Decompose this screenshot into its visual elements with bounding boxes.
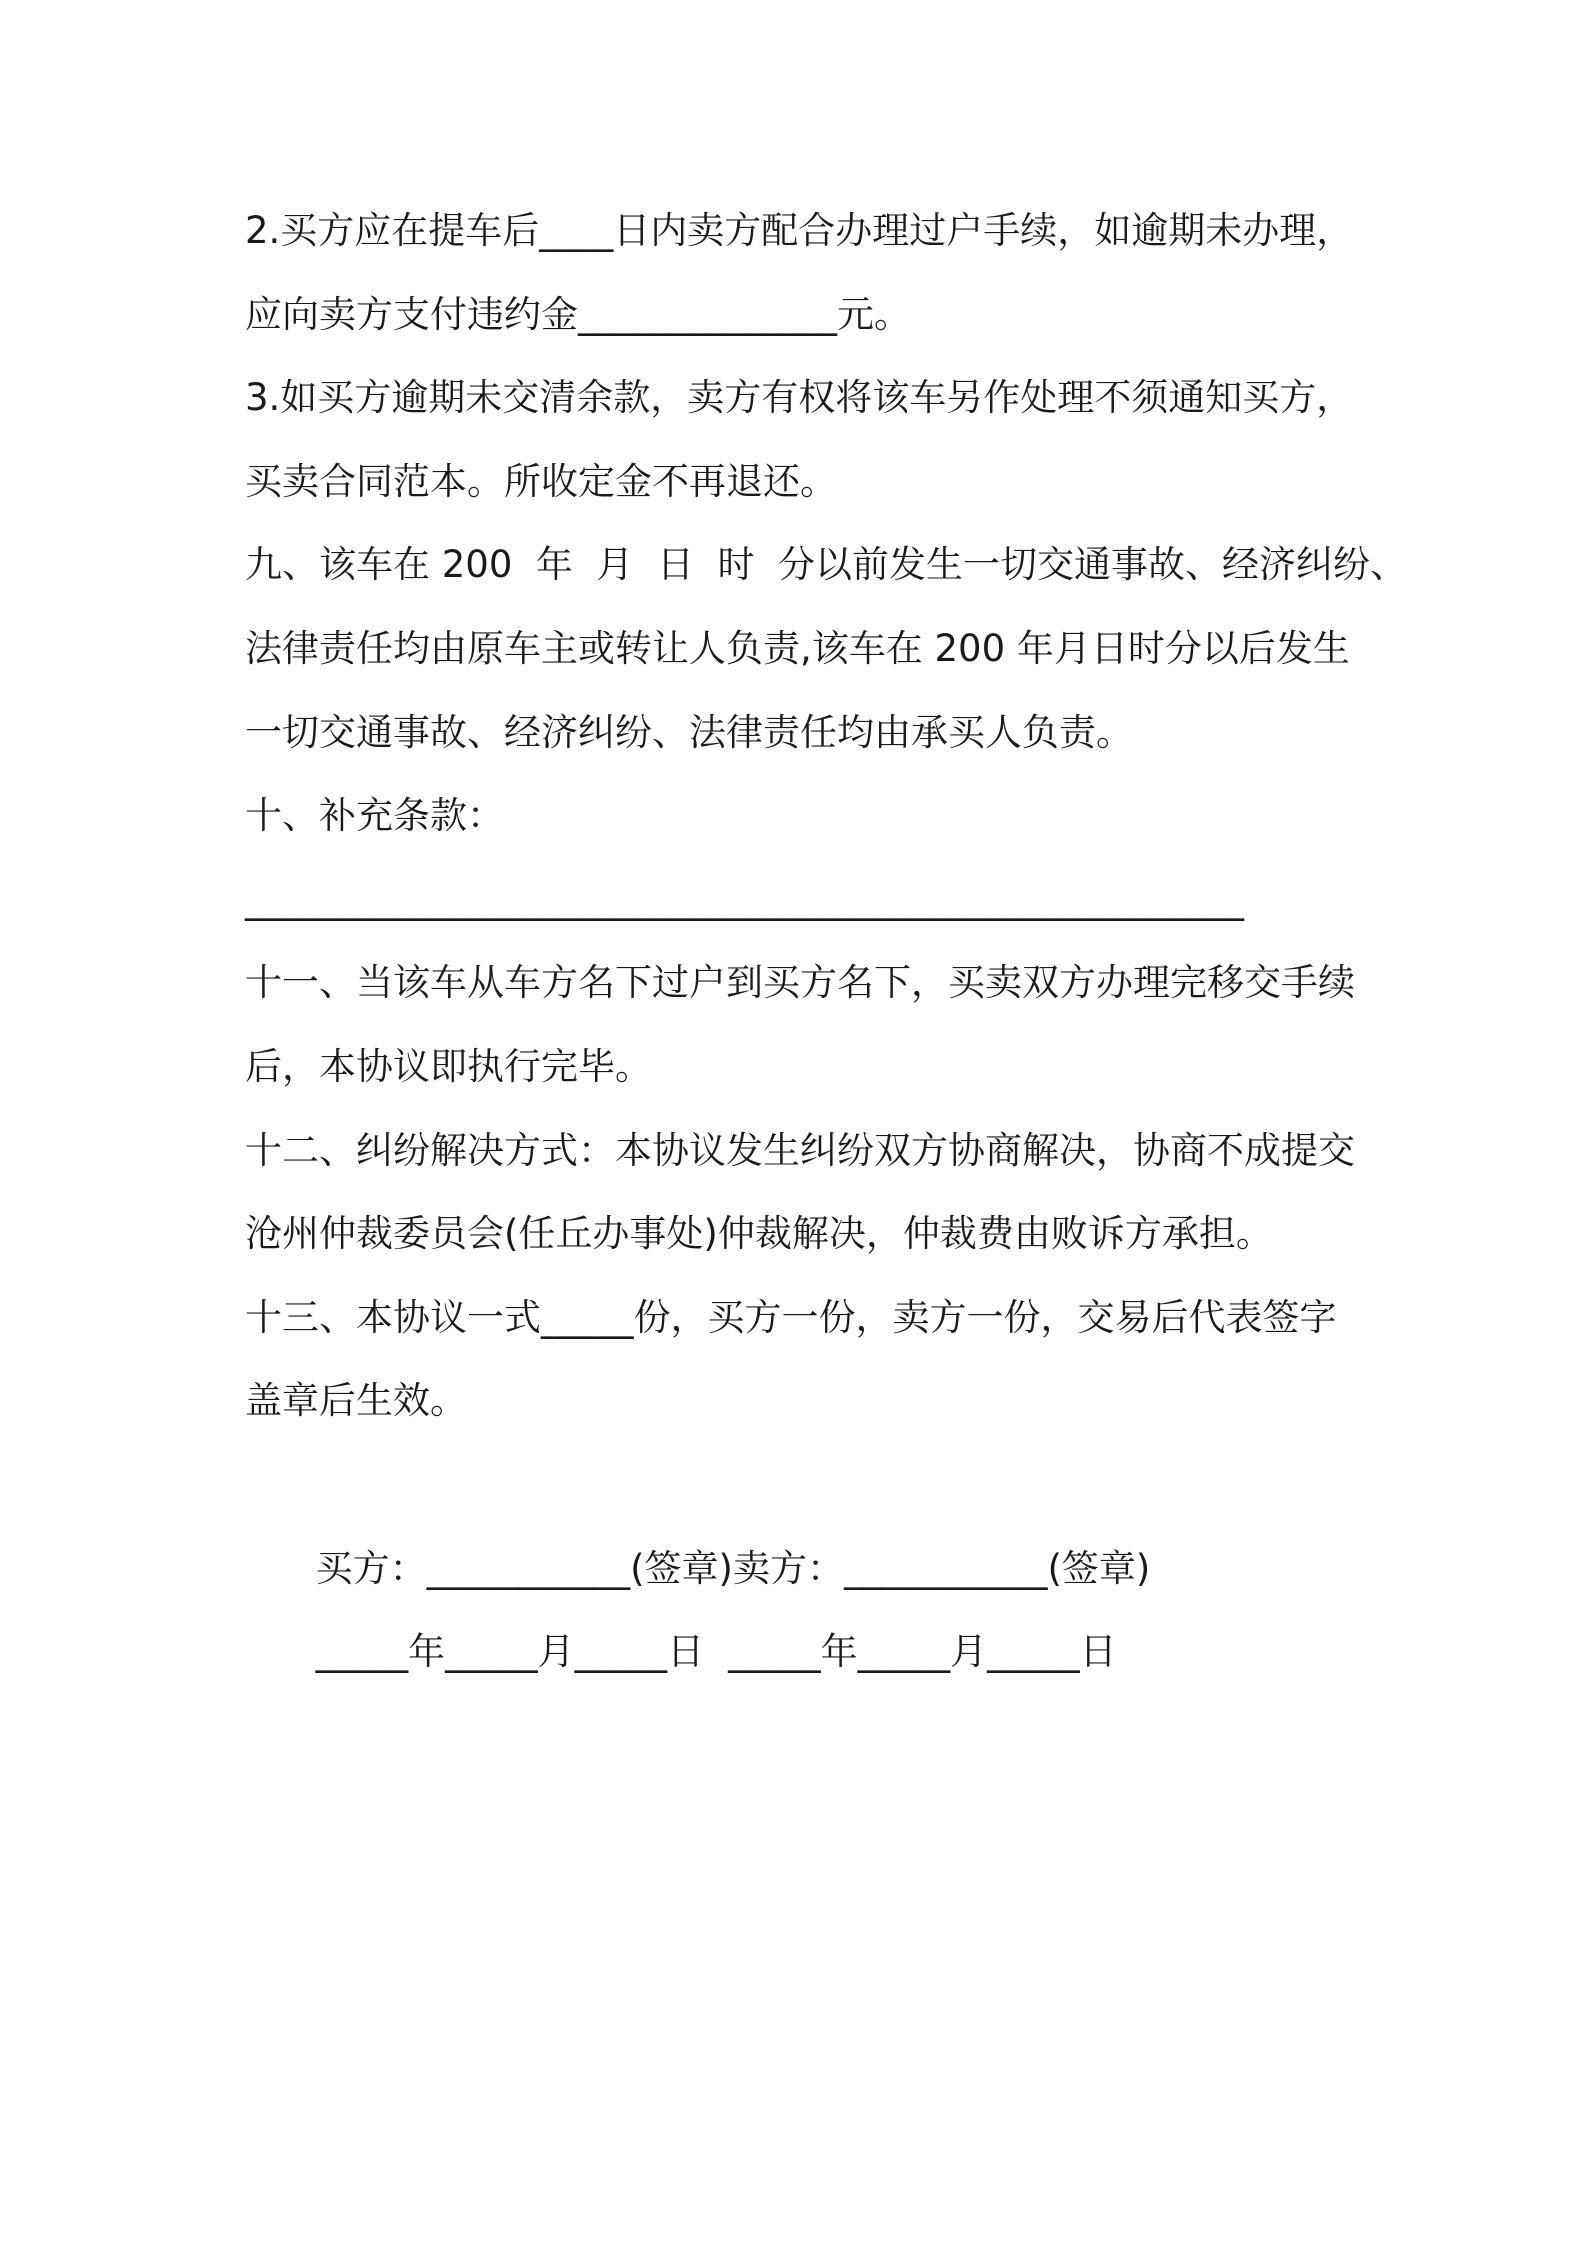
- buyer-signature: 买方：___________(签章): [315, 1546, 733, 1590]
- seller-date: _____年_____月_____日: [728, 1630, 1117, 1674]
- clause-item-3: [245, 356, 1445, 523]
- text-line: 后，本协议即执行完毕。: [245, 1044, 652, 1088]
- text-line: 九、该车在 200 年 月 日 时 分以前发生一切交通事故、经济纠纷、: [245, 543, 1407, 587]
- clause-10-supplementary-terms: [245, 774, 1445, 858]
- seller-signature: 卖方：___________(签章): [732, 1546, 1151, 1590]
- text-line: 法律责任均由原车主或转让人负责,该车在 200 年月日时分以后发生: [245, 626, 1350, 670]
- text-line: 买卖合同范本。所收定金不再退还。: [245, 459, 837, 503]
- text-line: 一切交通事故、经济纠纷、法律责任均由承买人负责。: [245, 710, 1133, 754]
- text-line: 十二、纠纷解决方式：本协议发生纠纷双方协商解决，协商不成提交: [245, 1128, 1355, 1172]
- text-line: 应向卖方支付违约金______________元。: [245, 292, 911, 336]
- clause-9: [245, 523, 1445, 774]
- text-line: 3.如买方逾期未交清余款，卖方有权将该车另作处理不须通知买方，: [245, 376, 1354, 420]
- clause-11: [245, 941, 1445, 1108]
- text-line: 十一、当该车从车方名下过户到买方名下，买卖双方办理完移交手续: [245, 961, 1355, 1005]
- signature-line: [245, 1443, 1445, 1590]
- blank-underline: ______________________________________________________: [245, 877, 1244, 921]
- clause-13: [245, 1276, 1445, 1443]
- buyer-date: _____年_____月_____日: [315, 1630, 705, 1674]
- supplementary-blank-line: [245, 858, 1445, 942]
- text-line: 沧州仲裁委员会(任丘办事处)仲裁解决，仲裁费由败诉方承担。: [245, 1212, 1273, 1256]
- text-line: 2.买方应在提车后____日内卖方配合办理过户手续，如逾期未办理，: [245, 209, 1354, 252]
- text-line: 十、补充条款：: [245, 794, 504, 838]
- text-line: 十三、本协议一式_____份，买方一份，卖方一份，交易后代表签字: [245, 1295, 1337, 1339]
- document-body: [245, 189, 1445, 1674]
- clause-12: [245, 1109, 1445, 1276]
- clause-item-2: [245, 189, 1445, 356]
- text-line: 盖章后生效。: [245, 1379, 467, 1423]
